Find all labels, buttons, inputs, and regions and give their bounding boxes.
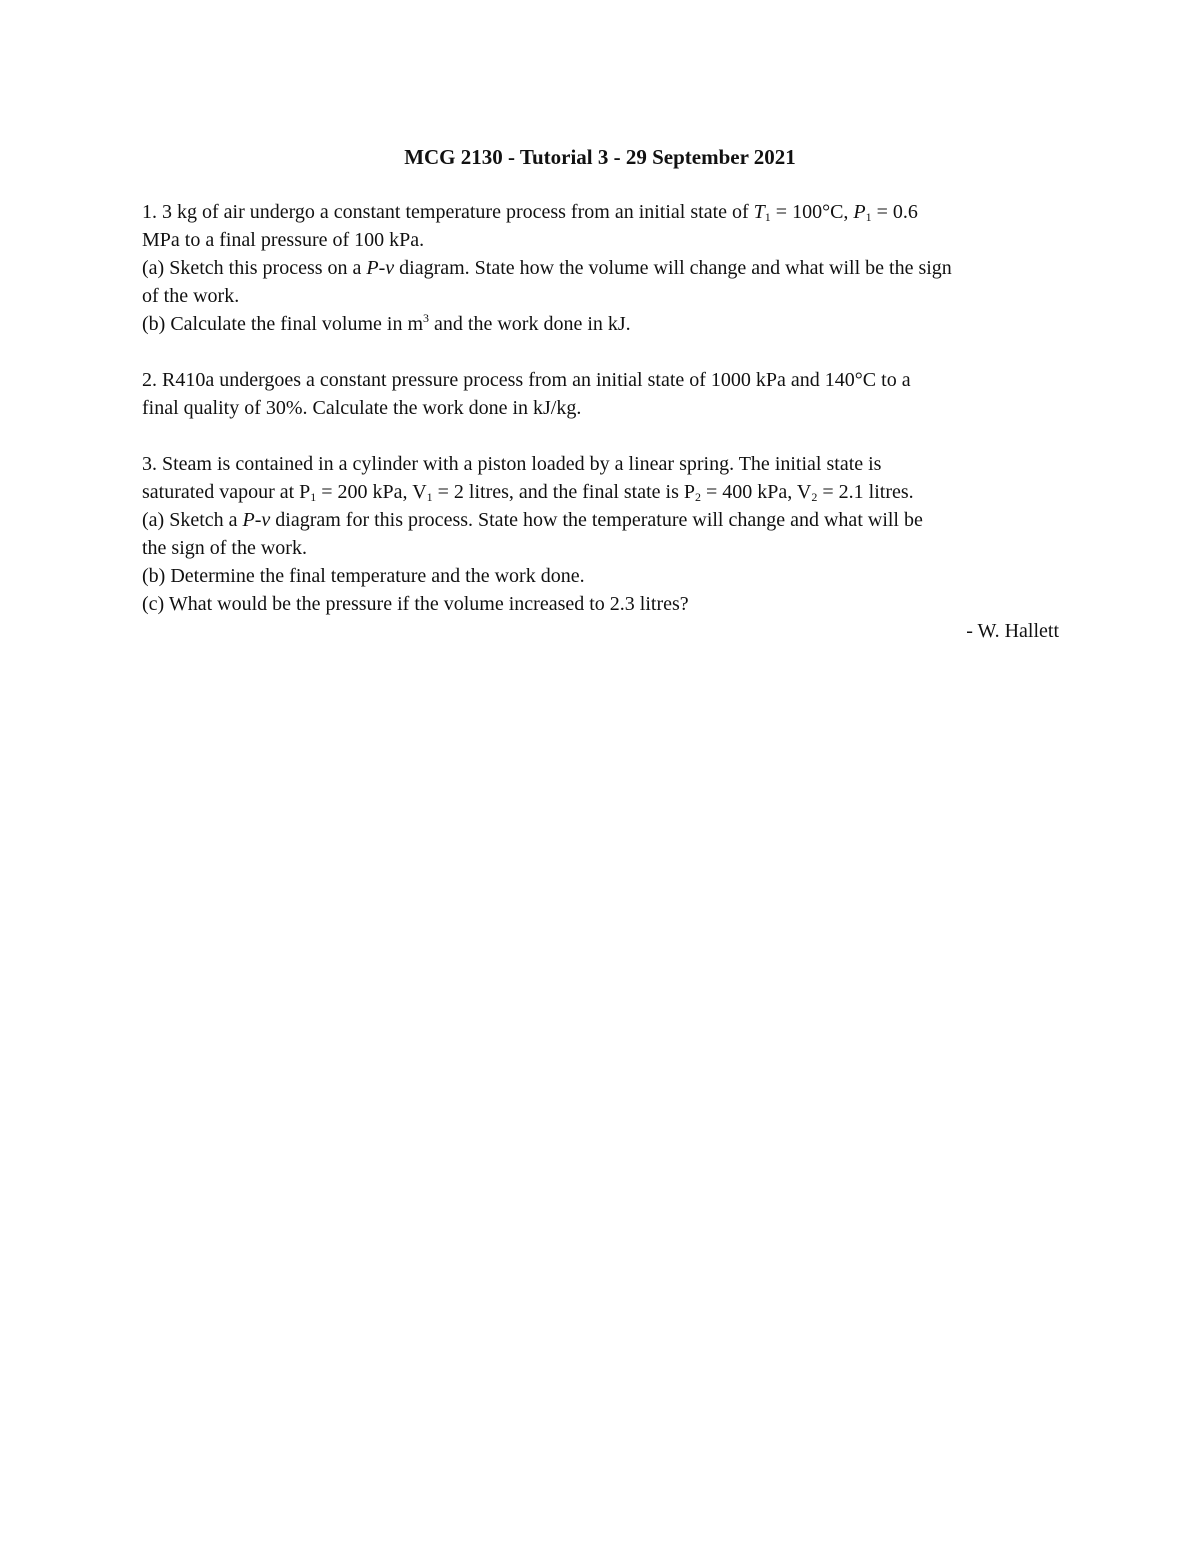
- question-2: [142, 366, 1059, 422]
- question-2-line-2: final quality of 30%. Calculate the work done in kJ/kg.: [142, 397, 582, 419]
- question-1-line-2: MPa to a final pressure of 100 kPa.: [142, 229, 425, 251]
- question-3: [142, 450, 1059, 618]
- question-1-part-b: (b) Calculate the final volume in $m^3$ and the work done in kJ.: [142, 311, 631, 335]
- author-signature: - W. Hallett: [966, 620, 1059, 642]
- question-3-part-a-cont: the sign of the work.: [142, 537, 307, 559]
- question-3-line-1: 3. Steam is contained in a cylinder with a piston loaded by a linear spring. The initial state is: [142, 453, 882, 475]
- question-3-part-c: (c) What would be the pressure if the volume increased to 2.3 litres?: [142, 593, 689, 615]
- question-3-part-b: (b) Determine the final temperature and the work done.: [142, 565, 585, 587]
- question-2-line-1: 2. R410a undergoes a constant pressure process from an initial state of 1000 kPa and 140°C to a: [142, 369, 911, 391]
- question-3-line-2: saturated vapour at $P_1 = 200$ kPa, $V_1 = 2$ litres, and the final state is $P_2 = 400$ kPa, $V_2 = 2.1$ litres.: [142, 481, 914, 504]
- question-1-part-a: (a) Sketch this process on a P-v diagram. State how the volume will change and what will be the sign: [142, 257, 952, 279]
- question-1-part-a-cont: of the work.: [142, 285, 240, 307]
- question-1: [142, 198, 1059, 338]
- page-title: MCG 2130 - Tutorial 3 - 29 September 2021: [404, 145, 796, 169]
- question-1-line-1: 1. 3 kg of air undergo a constant temperature process from an initial state of $T_1 = 100^\circ C$, $P_1 = 0.6$: [142, 201, 918, 224]
- question-3-part-a: (a) Sketch a P-v diagram for this process. State how the temperature will change and what will be: [142, 509, 923, 531]
